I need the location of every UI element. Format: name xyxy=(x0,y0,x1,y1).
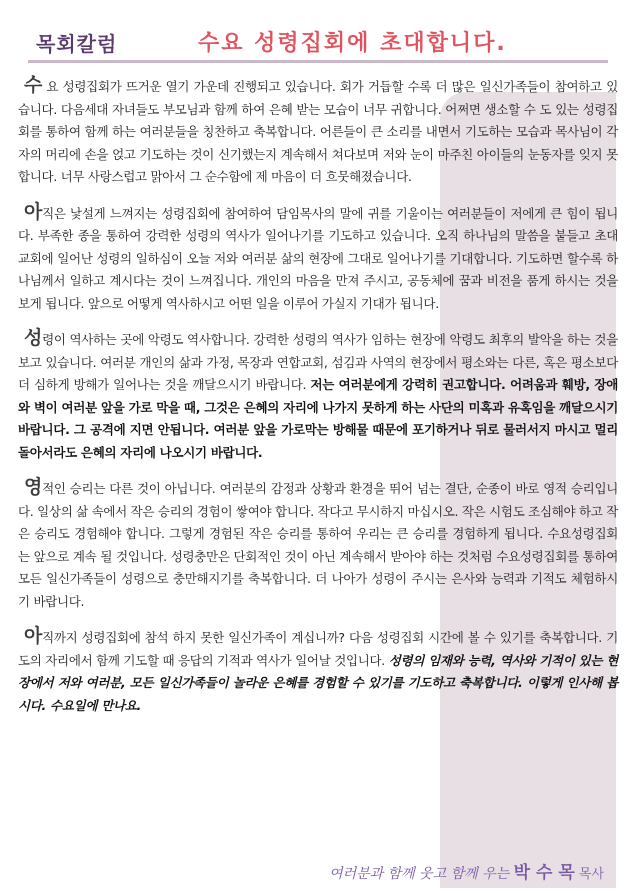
paragraph-1 xyxy=(18,74,618,189)
header-divider xyxy=(28,60,608,63)
page-title: 수요 성령집회에 초대합니다. xyxy=(198,31,507,56)
drop-cap: 수 xyxy=(24,74,43,96)
paragraph-4 xyxy=(18,476,618,613)
article-body xyxy=(18,74,618,729)
paragraph-text: 직까지 성령집회에 참석 하지 못한 일신가족이 계십니까? 다음 성령집회 시간에 볼 수 있기를 축복합니다. 기도의 자리에서 함께 기도할 때 응답의 기적과 역사가 일어날 것입니다. xyxy=(18,630,618,668)
paragraph-text: 요 성령집회가 뜨거운 열기 가운데 진행되고 있습니다. 회가 거듭할 수록 더 많은 일신가족들이 참여하고 있습니다. 다음세대 자녀들도 부모님과 함께 하여 은혜 받는 모습이 너무 귀합니다. 어쩌면 생소할 수 도 있는 성령집회를 통하여 함께 하는 여러분들을 칭찬하고 축복합니다. 어른들이 큰 소리를 내면서 기도하는 모습과 목사님이 각자의 머리에 손을 얹고 기도하는 것이 신기했는지 계속해서 쳐다보며 저와 눈이 마주친 아이들의 눈동자를 잊지 못합니다. 너무 사랑스럽고 맑아서 그 순수함에 제 마음이 더 흐뭇해졌습니다. xyxy=(18,79,618,184)
paragraph-emphasis: 저는 여러분에게 강력히 권고합니다. 어려움과 훼방, 장애와 벽이 여러분 앞을 가로 막을 때, 그것은 은혜의 자리에 나가지 못하게 하는 사단의 미혹과 유혹임을 깨달으시기 바랍니다. 그 공격에 지면 안됩니다. 여러분 앞을 가로막는 방해물 때문에 포기하거나 뒤로 물러서지 마시고 멀리 돌아서라도 은혜의 자리에 나오시기 바랍니다. xyxy=(18,377,619,460)
drop-cap: 아 xyxy=(24,200,43,223)
paragraph-3 xyxy=(18,327,618,464)
drop-cap: 아 xyxy=(24,625,43,647)
paragraph-text: 적인 승리는 다른 것이 아닙니다. 여러분의 감정과 상황과 환경을 뛰어 넘는 결단, 순종이 바로 영적 승리입니다. 일상의 삶 속에서 작은 승리의 경험이 쌓여야 합니다. 작다고 무시하지 마십시오. 작은 시험도 조심해야 하고 작은 승리도 경험해야 합니다. 그렇게 경험된 작은 승리를 통하여 우리는 큰 승리를 경험하게 됩니다. 수요성령집회는 앞으로 계속 될 것입니다. 성령충만은 단회적인 것이 아닌 계속해서 받아야 하는 것처럼 수요성령집회를 통하여 모든 일신가족들이 성령으로 충만해지기를 축복합니다. 더 나아가 성령이 주시는 은사와 능력과 기적도 체험하시기 바랍니다. xyxy=(18,481,618,609)
drop-cap: 영 xyxy=(24,476,43,498)
header xyxy=(0,0,638,70)
paragraph-2 xyxy=(18,201,618,316)
signature xyxy=(329,858,604,883)
paragraph-text: 직은 낯설게 느껴지는 성령집회에 참여하여 담임목사의 말에 귀를 기울이는 여러분들이 저에게 큰 힘이 됩니다. 부족한 종을 통하여 강력한 성령의 역사가 일어나기를 기도하고 있습니다. 오직 하나님의 말씀을 붙들고 초대교회에 일어난 성령의 일하심이 오늘 저와 여러분 삶의 현장에 그대로 일어나기를 기대합니다. 기도하면 할수록 하나님께서 일하고 계시다는 것이 느껴집니다. 개인의 마음을 만져 주시고, 공동체에 꿈과 비전을 품게 하시는 것을 보게 됩니다. 앞으로 어떻게 역사하시고 어떤 일을 이루어 가실지 기대가 됩니다. xyxy=(18,205,618,311)
paragraph-emphasis: 성령의 임재와 능력, 역사와 기적이 있는 현장에서 저와 여러분, 모든 일신가족들이 놀라운 은혜를 경험할 수 있기를 기도하고 축복합니다. 이렇게 인사해 봅시다. 수요일에 만나요. xyxy=(18,652,619,713)
signature-name: 박 수 목 xyxy=(513,863,575,883)
signature-title: 목사 xyxy=(574,867,604,882)
drop-cap: 성 xyxy=(24,327,43,349)
column-label: 목회칼럼 xyxy=(36,32,118,56)
paragraph-text: 령이 역사하는 곳에 악령도 역사합니다. 강력한 성령의 역사가 임하는 현장에 악령도 최후의 발악을 하는 것을 보고 있습니다. 여러분 개인의 삶과 가정, 목장과 연합교회, 섬김과 사역의 현장에서 평소와는 다른, 혹은 평소보다 더 심하게 방해가 일어나는 것을 깨달으시기 바랍니다. xyxy=(18,332,618,392)
signature-phrase: 여러분과 함께 웃고 함께 우는 xyxy=(329,866,514,882)
paragraph-5 xyxy=(18,625,618,717)
